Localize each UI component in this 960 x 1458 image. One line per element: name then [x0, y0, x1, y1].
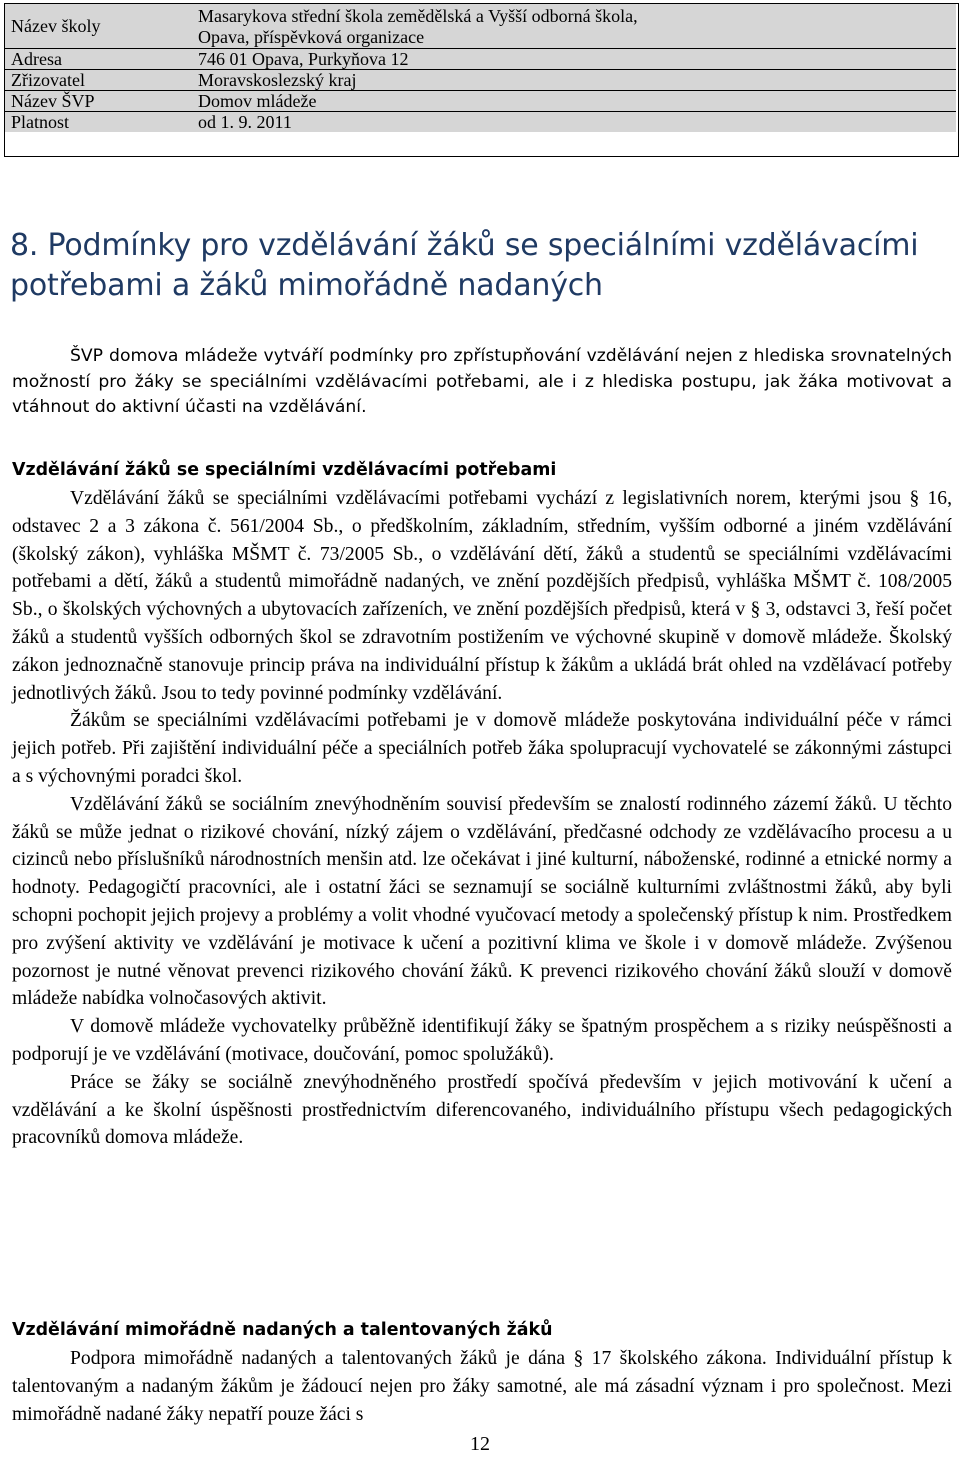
header-value: 746 01 Opava, Purkyňova 12 [192, 49, 956, 70]
subsection-body [12, 485, 952, 1152]
header-value: od 1. 9. 2011 [192, 112, 956, 133]
header-row-address [5, 49, 956, 70]
header-key: Zřizovatel [5, 70, 192, 91]
body-paragraph: Vzdělávání žáků se speciálními vzdělávacími potřebami vychází z legislativních norem, kterými jsou § 16, odstavec 2 a 3 zákona č. 561/2004 Sb., o předškolním, základním, středním, vyšším odborné a jiném vzdělávání (školský zákon), vyhláška MŠMT č. 73/2005 Sb., o vzdělávání dětí, žáků a studentů se speciálními vzdělávacími potřebami a dětí, žáků a studentů mimořádně nadaných, ve znění pozdějších předpisů, vyhláška MŠMT č. 108/2005 Sb., o školských výchovných a ubytovacích zařízeních, ve znění pozdějších předpisů, která v § 3, odstavci 3, řeší počet žáků a studentů vyšších odborných škol se zdravotním postižením ve výchovné skupině v domově mládeže. Školský zákon jednoznačně stanovuje princip práva na individuální přístup k žákům a ukládá brát ohled na vzdělávací potřeby jednotlivých žáků. Jsou to tedy povinné podmínky vzdělávání. [12, 488, 952, 704]
header-key: Název ŠVP [5, 91, 192, 112]
header-value [192, 4, 956, 49]
subsection-heading: Vzdělávání mimořádně nadaných a talentovaných žáků [12, 1320, 553, 1340]
body-paragraph: Práce se žáky se sociálně znevýhodněného prostředí spočívá především v jejich motivování k učení a vzdělávání a ke školní úspěšnosti prostřednictvím diferencovaného, individuálního přístupu všech pedagogických pracovníků domova mládeže. [12, 1071, 952, 1149]
header-value-line: Masarykova střední škola zemědělská a Vyšší odborná škola, [198, 6, 638, 26]
header-value: Domov mládeže [192, 91, 956, 112]
header-key: Platnost [5, 112, 192, 133]
page-number: 12 [470, 1433, 490, 1455]
body-paragraph: Vzdělávání žáků se sociálním znevýhodněním souvisí především se znalostí rodinného zázemí žáků. U těchto žáků se může jednat o rizikové chování, nízký zájem o vzdělávání, předčasné odchody ze vzdělávacího procesu a u cizinců nebo příslušníků národnostních menšin atd. lze očekávat i jiné kulturní, náboženské, rodinné a etnické normy a hodnoty. Pedagogičtí pracovníci, ale i ostatní žáci se seznamují se sociálně kulturními zvláštnostmi žáků, aby byli schopni pochopit jejich projevy a problémy a volit vhodné vyučovací metody a společenský přístup k nim. Prostředkem pro zvýšení aktivity ve vzdělávání je motivace k učení a pozitivní klima ve škole i v domově mládeže. Zvýšenou pozornost je nutné věnovat prevenci rizikového chování žáků. K prevenci rizikového chování žáků slouží v domově mládeže nabídka volnočasových aktivit. [12, 793, 952, 1010]
header-table [5, 4, 956, 132]
body-paragraph: Podpora mimořádně nadaných a talentovaných žáků je dána § 17 školského zákona. Individuální přístup k talentovaným a nadaným žákům je žádoucí nejen pro žáky samotné, ale má zásadní význam i pro společnost. Mezi mimořádně nadané žáky nepatří pouze žáci s [12, 1348, 952, 1425]
subsection-heading: Vzdělávání žáků se speciálními vzdělávacími potřebami [12, 460, 557, 480]
header-row-founder [5, 70, 956, 91]
body-paragraph: Žákům se speciálními vzdělávacími potřebami je v domově mládeže poskytována individuální péče v rámci jejich potřeb. Při zajištění individuální péče a speciálních potřeb žáka spolupracují vychovatelé se zákonnými zástupci a s výchovnými poradci škol. [12, 710, 952, 787]
section-title: 8. Podmínky pro vzdělávání žáků se speciálními vzdělávacími potřebami a žáků mimořádně nadaných [10, 228, 919, 303]
body-paragraph: V domově mládeže vychovatelky průběžně identifikují žáky se špatným prospěchem a s riziky neúspěšnosti a podporují je ve vzdělávání (motivace, doučování, pomoc spolužáků). [12, 1016, 952, 1065]
header-key: Adresa [5, 49, 192, 70]
header-row-school [5, 4, 956, 49]
header-value: Moravskoslezský kraj [192, 70, 956, 91]
header-row-svp [5, 91, 956, 112]
intro-paragraph: ŠVP domova mládeže vytváří podmínky pro zpřístupňování vzdělávání nejen z hlediska srovnatelných možností pro žáky se speciálními vzdělávacími potřebami, ale i z hlediska postupu, jak žáka motivovat a vtáhnout do aktivní účasti na vzdělávání. [12, 346, 952, 417]
subsection-body [12, 1345, 952, 1428]
header-row-validity [5, 112, 956, 133]
header-value-line: Opava, příspěvková organizace [198, 27, 425, 47]
header-key: Název školy [5, 4, 192, 49]
